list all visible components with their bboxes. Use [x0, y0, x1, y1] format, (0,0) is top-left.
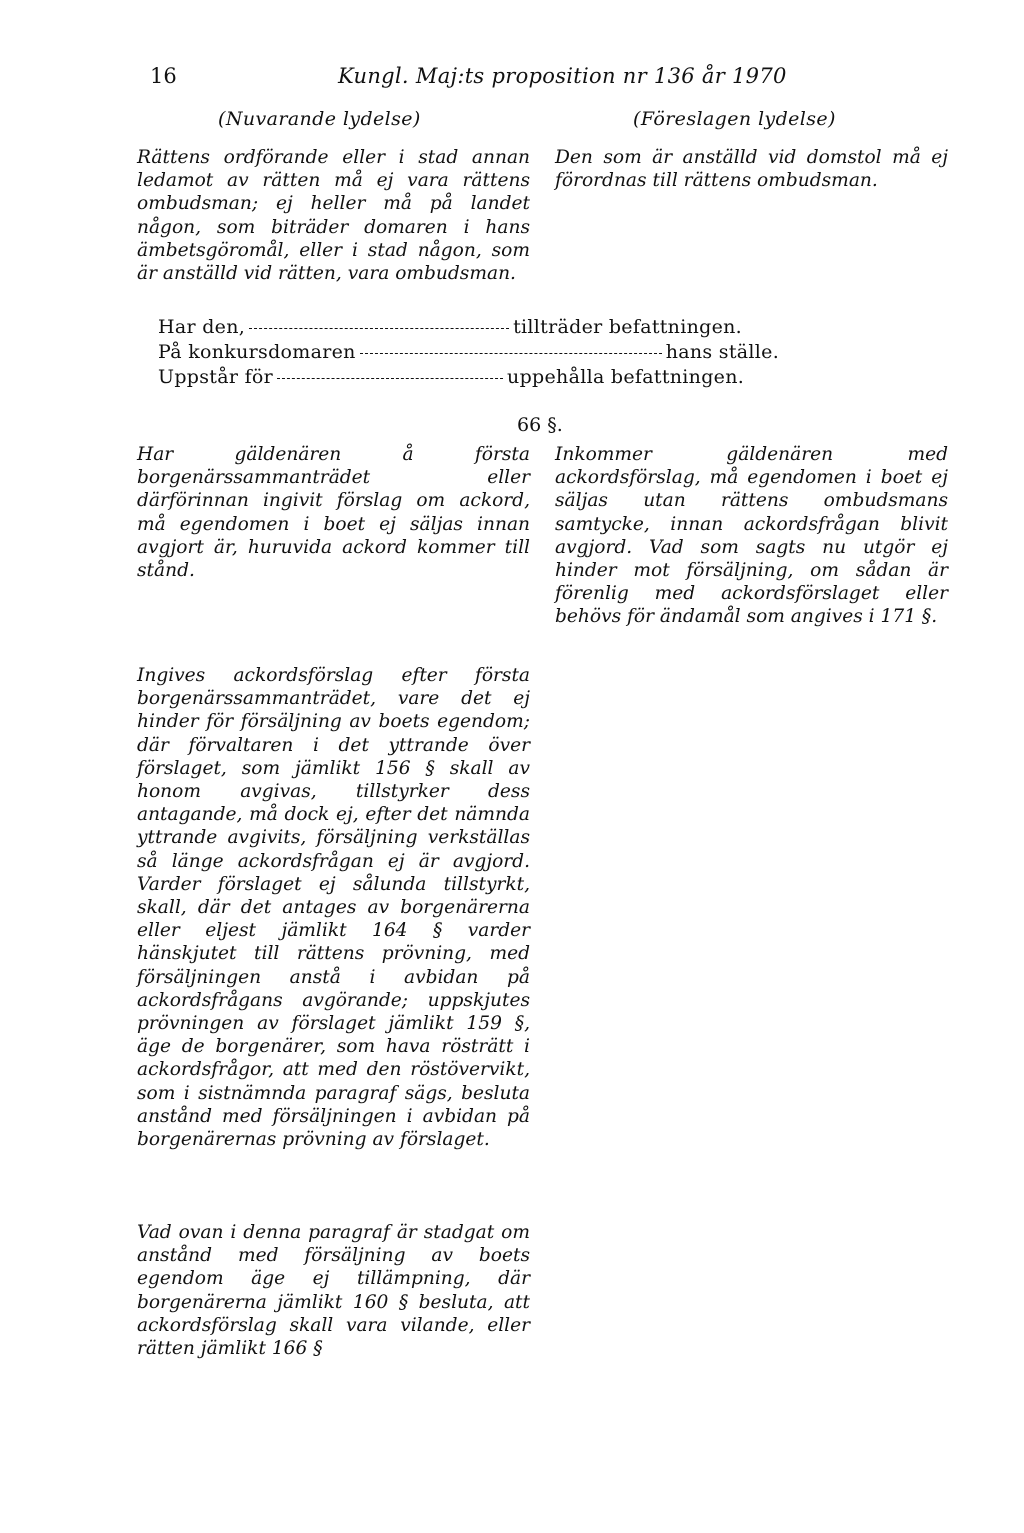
left-column-heading: (Nuvarande lydelse) — [218, 108, 421, 130]
dash-line-2 — [158, 341, 798, 363]
page-number: 16 — [150, 64, 177, 88]
dash-line-end: tillträder befattningen. — [513, 316, 743, 338]
omission-dashes — [277, 378, 503, 379]
dash-line-start: Har den, — [158, 316, 246, 338]
section-heading: 66 §. — [517, 414, 563, 436]
left-paragraph-ombudsman: Rättens ordförande eller i stad annan ledamot av rätten må ej vara rättens ombudsman; ej heller må på landet någon, som biträder domaren i hans ämbetsgöromål, eller i stad någon, som är anställd vid rätten, vara ombudsman. — [137, 147, 530, 285]
left-paragraph-66-3: Vad ovan i denna paragraf är stadgat om anstånd med försäljning av boets egendom äge ej tillämpning, där borgenärerna jämlikt 160 § besluta, att ackordsförslag skall vara vilande, eller rätten jämlikt 166 § — [137, 1222, 530, 1360]
left-paragraph-66-1: Har gäldenären å första borgenärssammanträdet eller därförinnan ingivit förslag om ackord, må egendomen i boet ej säljas innan avgjort är, huruvida ackord kommer till stånd. — [137, 444, 530, 582]
dash-line-1 — [158, 316, 768, 338]
left-paragraph-66-2: Ingives ackordsförslag efter första borgenärssammanträdet, vare det ej hinder för försäljning av boets egendom; där förvaltaren i det yttrande över förslaget, som jämlikt 156 § skall av honom avgivas, tillstyrker dess antagande, må dock ej, efter det nämnda yttrande avgivits, försäljning verkställas så länge ackordsfrågan ej är avgjord. Varder förslaget ej sålunda tillstyrkt, skall, där det antages av borgenärerna eller eljest jämlikt 164 § varder hänskjutet till rättens prövning, med försäljningen anstå i avbidan på ackordsfrågans avgörande; uppskjutes prövningen av förslaget jämlikt 159 §, äge de borgenärer, som hava rösträtt i ackordsfrågor, att med den röstövervikt, som i sistnämnda paragraf sägs, besluta anstånd med försäljningen i avbidan på borgenärernas prövning av förslaget. — [137, 665, 530, 1151]
omission-dashes — [249, 328, 509, 329]
omission-dashes — [360, 353, 662, 354]
dash-line-end: hans ställe. — [665, 341, 780, 363]
right-paragraph-66-1: Inkommer gäldenären med ackordsförslag, må egendomen i boet ej säljas utan rättens ombudsmans samtycke, innan ackordsfrågan blivit avgjord. Vad som sagts nu utgör ej hinder mot försäljning, om sådan är förenlig med ackordsförslaget eller behövs för ändamål som angives i 171 §. — [555, 444, 948, 628]
dash-line-start: På konkursdomaren — [158, 341, 356, 363]
dash-line-start: Uppstår för — [158, 366, 274, 388]
dash-line-end: uppehålla befattningen. — [507, 366, 745, 388]
dash-line-3 — [158, 366, 778, 388]
right-paragraph-ombudsman: Den som är anställd vid domstol må ej förordnas till rättens ombudsman. — [555, 147, 948, 192]
running-title: Kungl. Maj:ts proposition nr 136 år 1970 — [338, 64, 787, 88]
right-column-heading: (Föreslagen lydelse) — [633, 108, 836, 130]
